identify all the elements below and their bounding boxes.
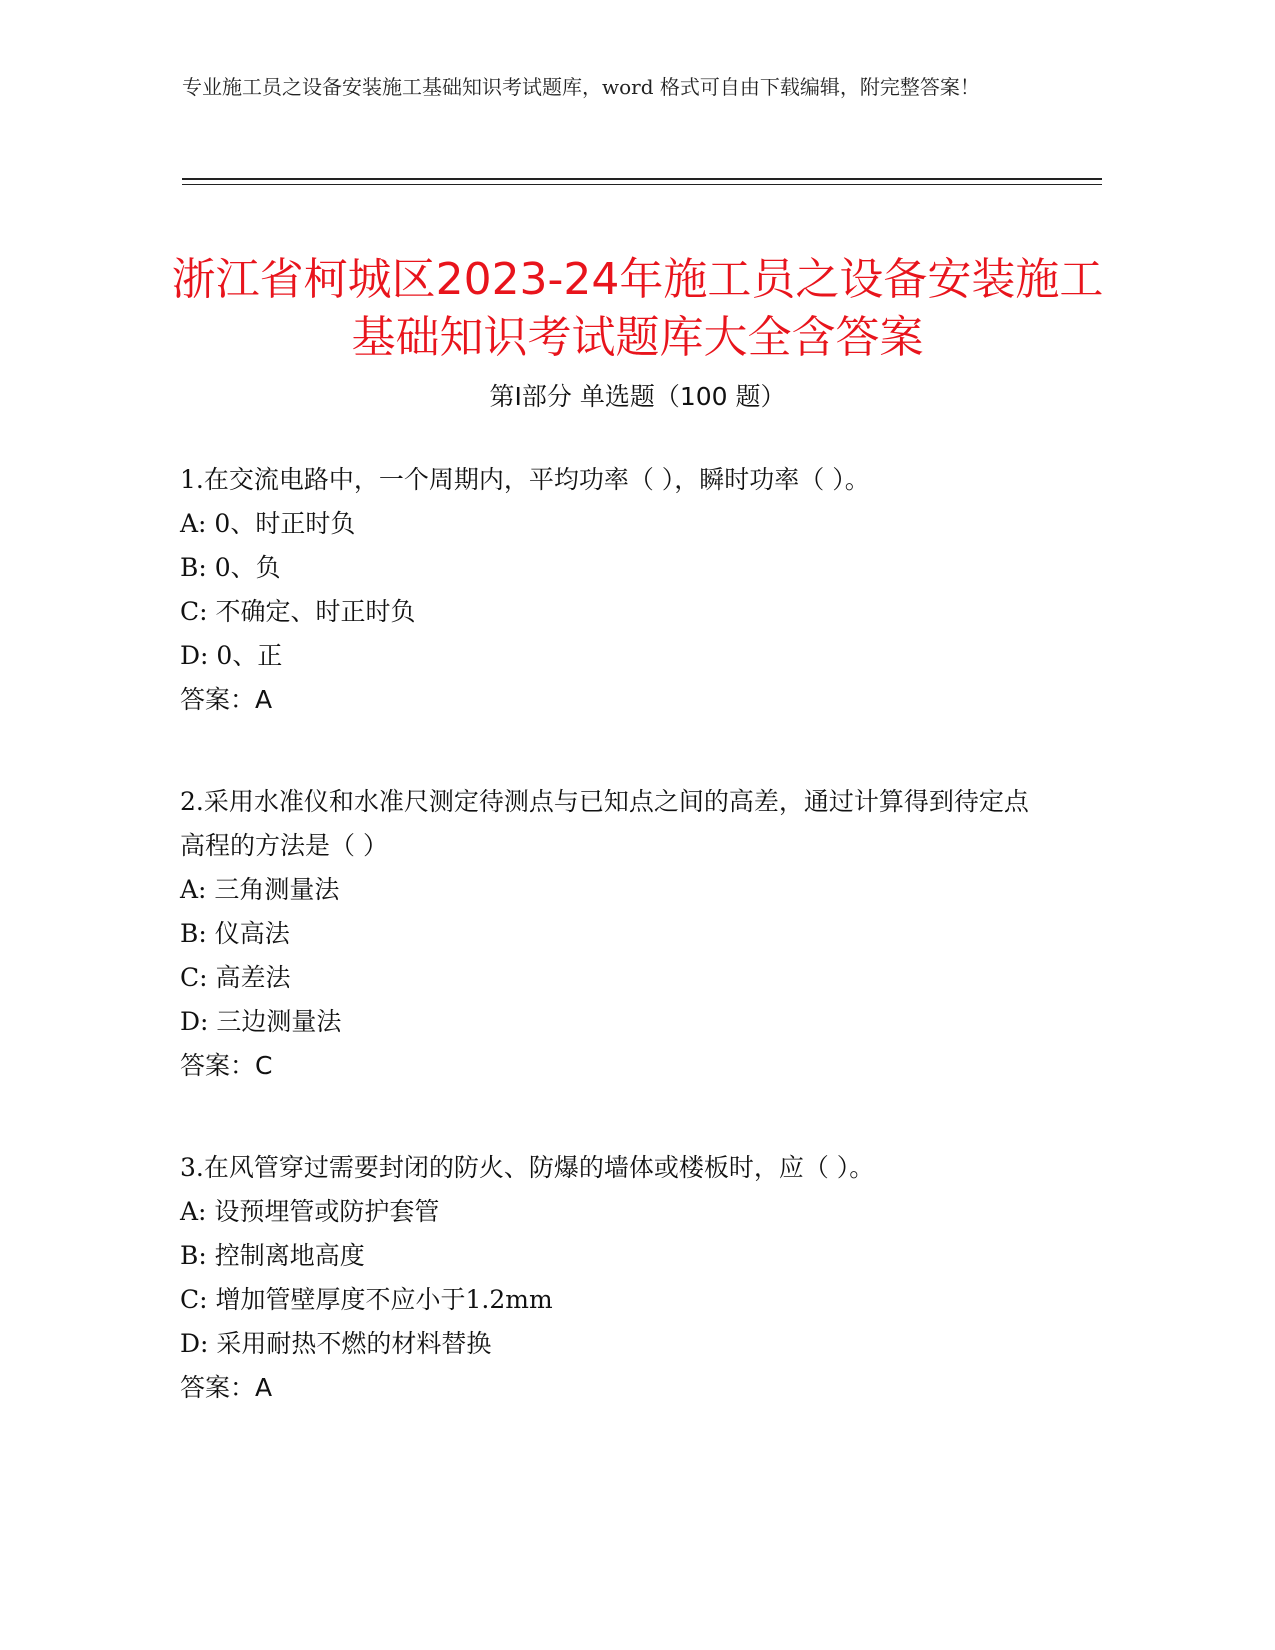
header-note: 专业施工员之设备安装施工基础知识考试题库，word 格式可自由下载编辑，附完整答案！ (182, 75, 980, 99)
option-a: A: 0、时正时负 (180, 509, 356, 538)
option-a: A: 设预埋管或防护套管 (180, 1197, 440, 1226)
header-divider-thin (182, 184, 1102, 185)
header-divider-thick (182, 178, 1102, 180)
answer: 答案：C (180, 1051, 273, 1080)
question-1 (180, 458, 1040, 722)
question-list (180, 458, 1040, 1468)
answer: 答案：A (180, 1373, 273, 1402)
option-b: B: 控制离地高度 (180, 1241, 365, 1270)
question-3 (180, 1146, 1040, 1410)
option-c: C: 增加管壁厚度不应小于1.2mm (180, 1285, 553, 1314)
section-title: 第Ⅰ部分 单选题（100 题） (489, 382, 786, 411)
question-stem: 1.在交流电路中，一个周期内，平均功率（ ），瞬时功率（ ）。 (180, 465, 870, 494)
question-2 (180, 780, 1040, 1088)
option-b: B: 仪高法 (180, 919, 290, 948)
option-d: D: 0、正 (180, 641, 283, 670)
answer: 答案：A (180, 685, 273, 714)
option-d: D: 采用耐热不燃的材料替换 (180, 1329, 492, 1358)
option-c: C: 不确定、时正时负 (180, 597, 416, 626)
option-b: B: 0、负 (180, 553, 281, 582)
question-stem: 2.采用水准仪和水准尺测定待测点与已知点之间的高差，通过计算得到待定点高程的方法是（ ） (180, 787, 1029, 860)
option-a: A: 三角测量法 (180, 875, 340, 904)
question-stem: 3.在风管穿过需要封闭的防火、防爆的墙体或楼板时，应（ ）。 (180, 1153, 875, 1182)
document-title: 浙江省柯城区2023-24年施工员之设备安装施工基础知识考试题库大全含答案 (171, 254, 1104, 364)
option-d: D: 三边测量法 (180, 1007, 342, 1036)
option-c: C: 高差法 (180, 963, 291, 992)
